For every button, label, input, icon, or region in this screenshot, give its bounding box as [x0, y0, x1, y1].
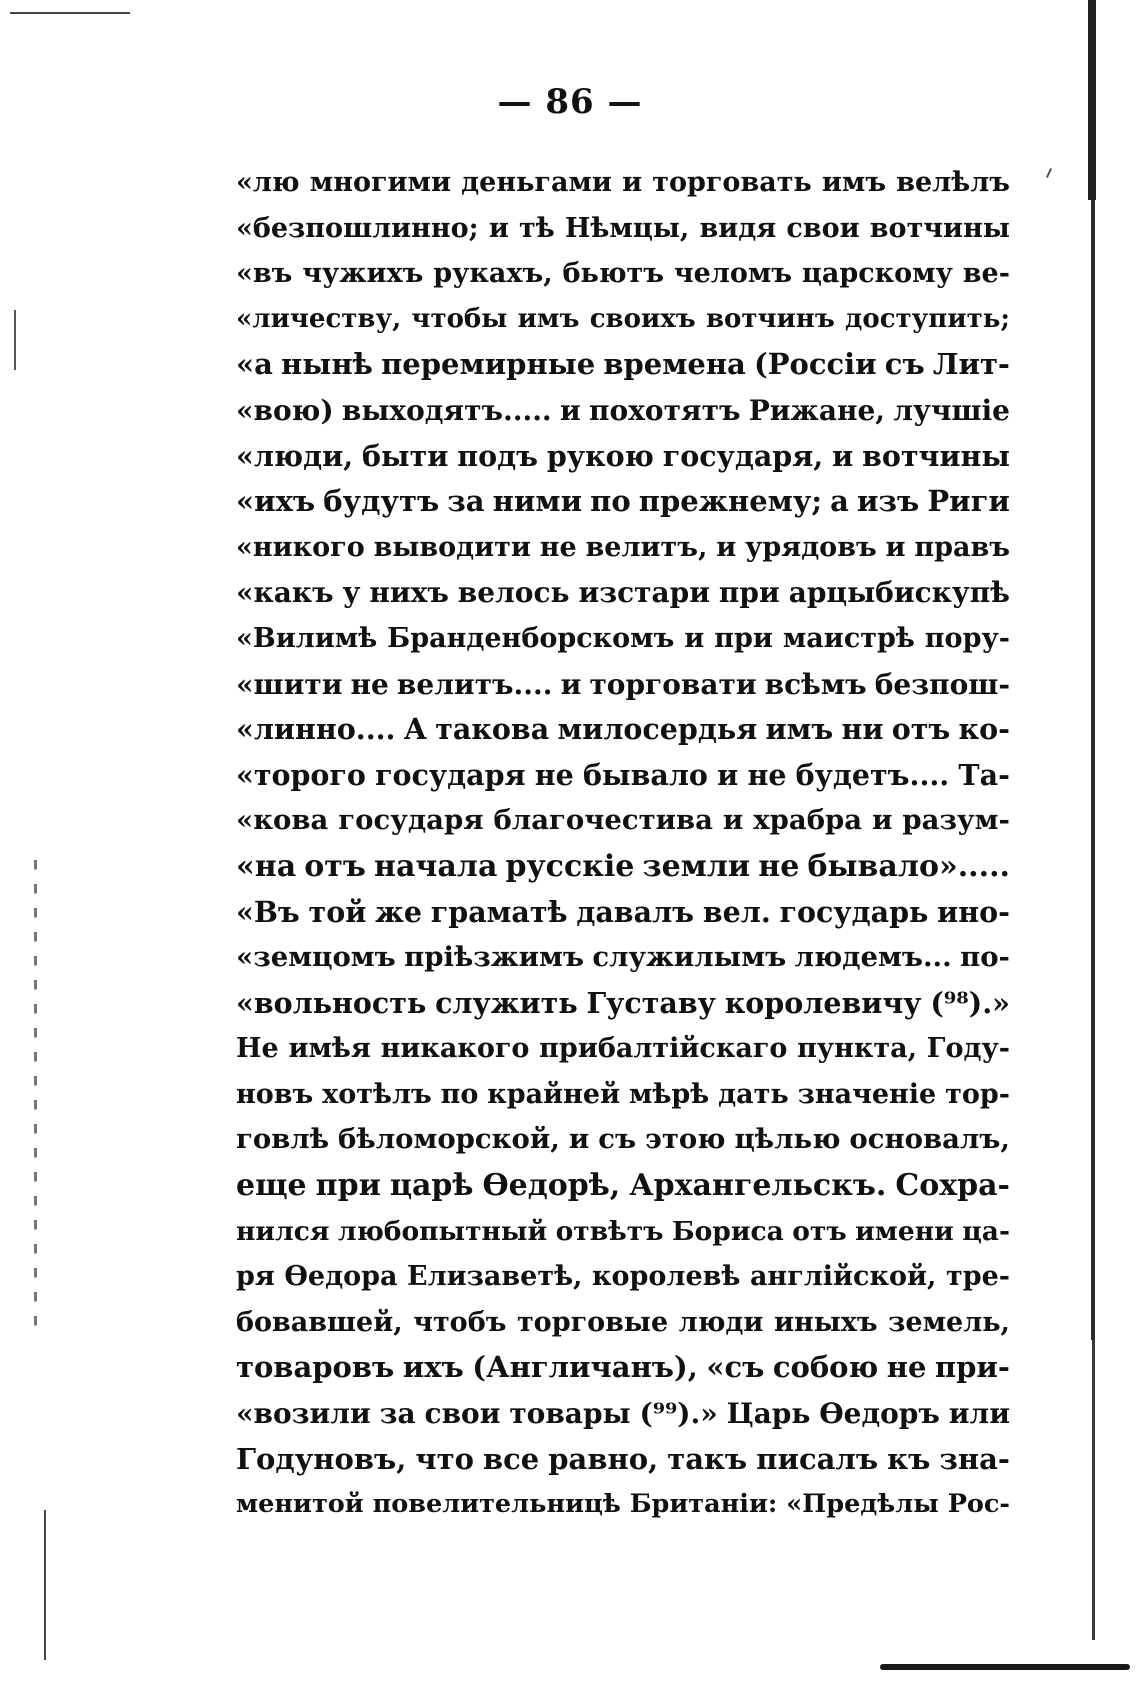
word: никакого — [380, 1033, 530, 1065]
word: и — [622, 167, 643, 198]
word: «на — [236, 848, 297, 884]
word: Риги — [927, 484, 1010, 519]
word: Та- — [958, 757, 1010, 792]
word: бьютъ — [562, 258, 664, 290]
word: Рижане, — [748, 393, 886, 427]
word: Годуновъ, — [236, 1441, 407, 1476]
text-line — [236, 1300, 1010, 1346]
word: «линно.... — [236, 712, 396, 747]
word: челомъ — [673, 258, 793, 290]
word: «вою) — [236, 393, 334, 427]
word: не — [534, 757, 574, 792]
word: иныхъ — [773, 1306, 878, 1338]
word: выходятъ..... — [341, 393, 552, 427]
word: Царь — [726, 1397, 811, 1431]
word: государя, — [662, 438, 824, 473]
text-line — [236, 1482, 1010, 1528]
word: бывало»..... — [807, 848, 1010, 884]
word: ря — [236, 1261, 275, 1293]
word: урядовъ — [745, 531, 877, 563]
word: говлѣ — [236, 1123, 330, 1156]
binding-shadow — [1092, 1340, 1095, 1640]
word: «личеству, — [236, 303, 402, 334]
word: государя — [338, 804, 484, 837]
word: разум- — [902, 804, 1010, 837]
word: будетъ.... — [795, 757, 950, 792]
word: королевѣ — [592, 1261, 741, 1293]
word: а — [830, 484, 849, 519]
word: мѣрѣ — [628, 1078, 710, 1110]
word: имъ — [765, 712, 834, 747]
word: «лю — [236, 167, 300, 198]
word: къ — [887, 1441, 931, 1476]
word: Ѳедора — [284, 1261, 398, 1293]
word: отъ — [304, 848, 366, 884]
word: велитъ, — [585, 531, 708, 563]
word: не — [350, 667, 389, 701]
word: имъ — [517, 303, 580, 334]
word: торговать — [652, 167, 812, 198]
word: повелительницѣ — [372, 1489, 621, 1520]
word: рукахъ, — [433, 258, 553, 290]
word: при — [714, 622, 773, 654]
word: правъ — [914, 531, 1010, 563]
text-line — [236, 160, 1010, 206]
word: ними — [492, 484, 583, 519]
word: ве- — [962, 258, 1010, 290]
word: Бранденборскомъ — [387, 622, 675, 654]
text-line — [236, 1117, 1010, 1163]
word: «торого — [236, 757, 366, 792]
word: и — [832, 438, 854, 473]
word: чтобы — [411, 303, 508, 334]
word: менитой — [236, 1489, 364, 1520]
text-line — [236, 342, 1010, 388]
text-line — [236, 251, 1010, 297]
word: той — [308, 894, 367, 929]
word: Сохра- — [895, 1168, 1010, 1204]
word: ко- — [958, 712, 1010, 747]
word: и — [560, 667, 582, 701]
word: царскому — [801, 258, 953, 290]
word: земли — [642, 848, 751, 884]
text-line — [236, 1072, 1010, 1118]
word: имѣя — [288, 1033, 371, 1065]
word: по- — [960, 941, 1010, 974]
word: торговати — [589, 667, 757, 701]
word: еще — [236, 1168, 307, 1204]
word: вотчинъ — [705, 303, 835, 334]
word: «какъ — [236, 576, 334, 610]
text-line — [236, 1391, 1010, 1437]
word: цѣлью — [734, 1123, 841, 1156]
word: писалъ — [756, 1441, 879, 1476]
word: нихъ — [369, 576, 449, 610]
word: ца- — [962, 1215, 1010, 1247]
word: начала — [374, 848, 498, 884]
word: (⁹⁸).» — [930, 985, 1010, 1020]
word: Не — [236, 1033, 279, 1065]
word: этою — [645, 1123, 726, 1156]
text-line — [236, 388, 1010, 434]
word: вотчины — [869, 212, 1010, 244]
word: Ѳедоръ — [819, 1397, 940, 1431]
word: и — [872, 804, 893, 837]
word: нынѣ — [281, 347, 373, 382]
word: «Въ — [236, 894, 300, 929]
word: собою — [772, 1350, 879, 1385]
word: «Вилимѣ — [236, 622, 378, 654]
word: прибалтійскаго — [539, 1033, 788, 1065]
word: государь — [779, 894, 929, 929]
word: основалъ, — [849, 1123, 1010, 1156]
word: товаровъ — [236, 1350, 395, 1385]
text-line — [236, 662, 1010, 708]
word: и — [684, 622, 705, 654]
scan-edge-mark — [880, 1664, 1130, 1670]
word: за — [379, 1397, 416, 1431]
text-line — [236, 1026, 1010, 1072]
word: бывало — [582, 757, 708, 792]
word: государя — [375, 757, 526, 792]
word: «никого — [236, 531, 365, 563]
text-line — [236, 525, 1010, 571]
word: не — [758, 848, 800, 884]
word: (Англичанъ), — [472, 1350, 698, 1385]
word: ни — [841, 712, 884, 747]
word: Лит- — [932, 347, 1010, 382]
word: пору- — [924, 622, 1010, 654]
text-line — [236, 434, 1010, 480]
word: новъ — [236, 1078, 314, 1110]
word: Рос- — [947, 1489, 1010, 1520]
word: чужихъ — [302, 258, 424, 290]
word: Бориса — [671, 1215, 784, 1247]
word: рукою — [546, 438, 654, 473]
word: храбра — [753, 804, 863, 837]
word: при- — [934, 1350, 1010, 1385]
word: «Предѣлы — [786, 1489, 939, 1520]
word: (Россіи — [753, 347, 877, 382]
word: всѣмъ — [764, 667, 867, 701]
word: быти — [362, 438, 449, 473]
text-line — [236, 1345, 1010, 1391]
scan-edge-mark — [14, 310, 16, 370]
word: времена — [603, 347, 746, 382]
word: королевичу — [724, 985, 922, 1020]
word: съ — [598, 1123, 637, 1156]
word: тор- — [945, 1078, 1010, 1110]
word: маистрѣ — [782, 622, 915, 654]
word: велось — [457, 576, 570, 610]
text-line — [236, 844, 1010, 890]
text-line — [236, 981, 1010, 1027]
word: все — [482, 1441, 540, 1476]
word: отъ — [792, 1215, 847, 1247]
word: нился — [236, 1215, 330, 1247]
word: велѣлъ — [896, 167, 1010, 198]
word: не — [886, 1350, 927, 1385]
word: бѣломорской, — [338, 1123, 560, 1156]
word: похотятъ — [589, 393, 741, 427]
word: вотчины — [862, 438, 1010, 473]
word: «безпошлинно; — [236, 212, 479, 244]
word: земель, — [888, 1306, 1010, 1338]
word: будутъ — [323, 484, 440, 519]
word: милосердья — [557, 712, 758, 747]
word: такова — [435, 712, 550, 747]
word: отвѣтъ — [555, 1215, 664, 1247]
word: за — [447, 484, 485, 519]
word: «а — [236, 347, 273, 382]
word: и — [716, 531, 737, 563]
word: значеніе — [797, 1078, 937, 1110]
word: «съ — [706, 1350, 765, 1385]
word: граматѣ — [430, 894, 568, 929]
word: вел. — [702, 894, 771, 929]
word: Густаву — [586, 985, 716, 1020]
word: тре- — [946, 1261, 1010, 1293]
word: или — [948, 1397, 1010, 1431]
word: подъ — [457, 438, 539, 473]
word: Елизаветѣ, — [407, 1261, 583, 1293]
word: такъ — [667, 1441, 748, 1476]
text-line — [236, 1209, 1010, 1255]
word: «земцомъ — [236, 941, 396, 974]
word: имени — [855, 1215, 954, 1247]
word: благочестива — [493, 804, 713, 837]
scan-edge-mark — [10, 12, 130, 17]
word: Ѳедорѣ, — [482, 1168, 621, 1204]
word: Нѣмцы, — [564, 212, 690, 244]
word: перемирные — [381, 347, 596, 382]
word: и — [717, 757, 739, 792]
word: зна- — [939, 1441, 1010, 1476]
word: и — [559, 393, 581, 427]
word: бовавшей, — [236, 1306, 403, 1338]
word: же — [375, 894, 423, 929]
word: безпош- — [874, 667, 1010, 701]
word: люди — [678, 1306, 764, 1338]
word: многими — [309, 167, 452, 198]
text-line — [236, 707, 1010, 753]
word: равно, — [548, 1441, 659, 1476]
text-line — [236, 297, 1010, 343]
word: товары — [509, 1397, 631, 1431]
word: «въ — [236, 258, 293, 290]
word: и — [568, 1123, 590, 1156]
word: дать — [718, 1078, 789, 1110]
text-line — [236, 1163, 1010, 1209]
word: тѣ — [519, 212, 555, 244]
text-line — [236, 206, 1010, 252]
word: крайней — [487, 1078, 621, 1110]
word: имъ — [821, 167, 887, 198]
word: видя — [699, 212, 777, 244]
word: по — [590, 484, 631, 519]
page-number: — 86 — — [497, 82, 643, 122]
word: лучшіе — [893, 393, 1010, 427]
word: изстари — [578, 576, 710, 610]
word: «вольность — [236, 985, 427, 1020]
word: царѣ — [389, 1168, 474, 1204]
word: по — [440, 1078, 479, 1110]
text-line — [236, 890, 1010, 936]
word: не — [747, 757, 787, 792]
word: служить — [435, 985, 578, 1020]
word: людемъ... — [794, 941, 952, 974]
word: арцыбискупѣ — [788, 576, 1010, 610]
text-line — [236, 616, 1010, 662]
word: выводити — [373, 531, 531, 563]
scan-edge-mark — [44, 1510, 46, 1660]
word: служилымъ — [592, 941, 787, 974]
word: своихъ — [589, 303, 696, 334]
word: «люди, — [236, 438, 354, 473]
word: и — [722, 804, 744, 837]
word: Архангельскъ. — [629, 1168, 887, 1204]
word: пункта, — [797, 1033, 918, 1065]
word: ихъ — [402, 1350, 464, 1385]
word: деньгами — [461, 167, 612, 198]
word: доступить; — [845, 303, 1010, 334]
word: свои — [786, 212, 860, 244]
word: хотѣлъ — [322, 1078, 432, 1110]
word: русскіе — [505, 848, 635, 884]
word: свои — [424, 1397, 501, 1431]
word: «ихъ — [236, 484, 316, 519]
word: чтобъ — [413, 1306, 507, 1338]
word: «шити — [236, 667, 343, 701]
word: Британіи: — [629, 1489, 778, 1520]
word: изъ — [857, 484, 920, 519]
text-line — [236, 798, 1010, 844]
text-line — [236, 1437, 1010, 1483]
text-line — [236, 753, 1010, 799]
word: пріѣзжимъ — [404, 941, 584, 974]
word: при — [718, 576, 780, 610]
word: не — [539, 531, 577, 563]
text-line — [236, 479, 1010, 525]
word: (⁹⁹).» — [639, 1397, 718, 1431]
word: отъ — [891, 712, 951, 747]
word: «возили — [236, 1397, 371, 1431]
word: съ — [884, 347, 925, 382]
word: при — [315, 1168, 381, 1204]
scan-edge-mark — [34, 860, 37, 1340]
word: А — [403, 712, 427, 747]
binding-shadow — [1091, 200, 1095, 1340]
word: и — [885, 531, 906, 563]
text-line — [236, 935, 1010, 981]
word: любопытный — [337, 1215, 548, 1247]
word: у — [342, 576, 361, 610]
word: ино- — [937, 894, 1010, 929]
word: что — [415, 1441, 474, 1476]
word: «кова — [236, 804, 329, 837]
text-line — [236, 570, 1010, 616]
text-line — [236, 1254, 1010, 1300]
scan-edge-mark — [1046, 168, 1052, 178]
word: давалъ — [576, 894, 695, 929]
word: торговые — [516, 1306, 669, 1338]
word: и — [488, 212, 509, 244]
word: Году- — [926, 1033, 1010, 1065]
word: англійской, — [749, 1261, 937, 1293]
body-text — [236, 160, 1010, 1528]
word: прежнему; — [638, 484, 823, 519]
word: велитъ.... — [396, 667, 553, 701]
